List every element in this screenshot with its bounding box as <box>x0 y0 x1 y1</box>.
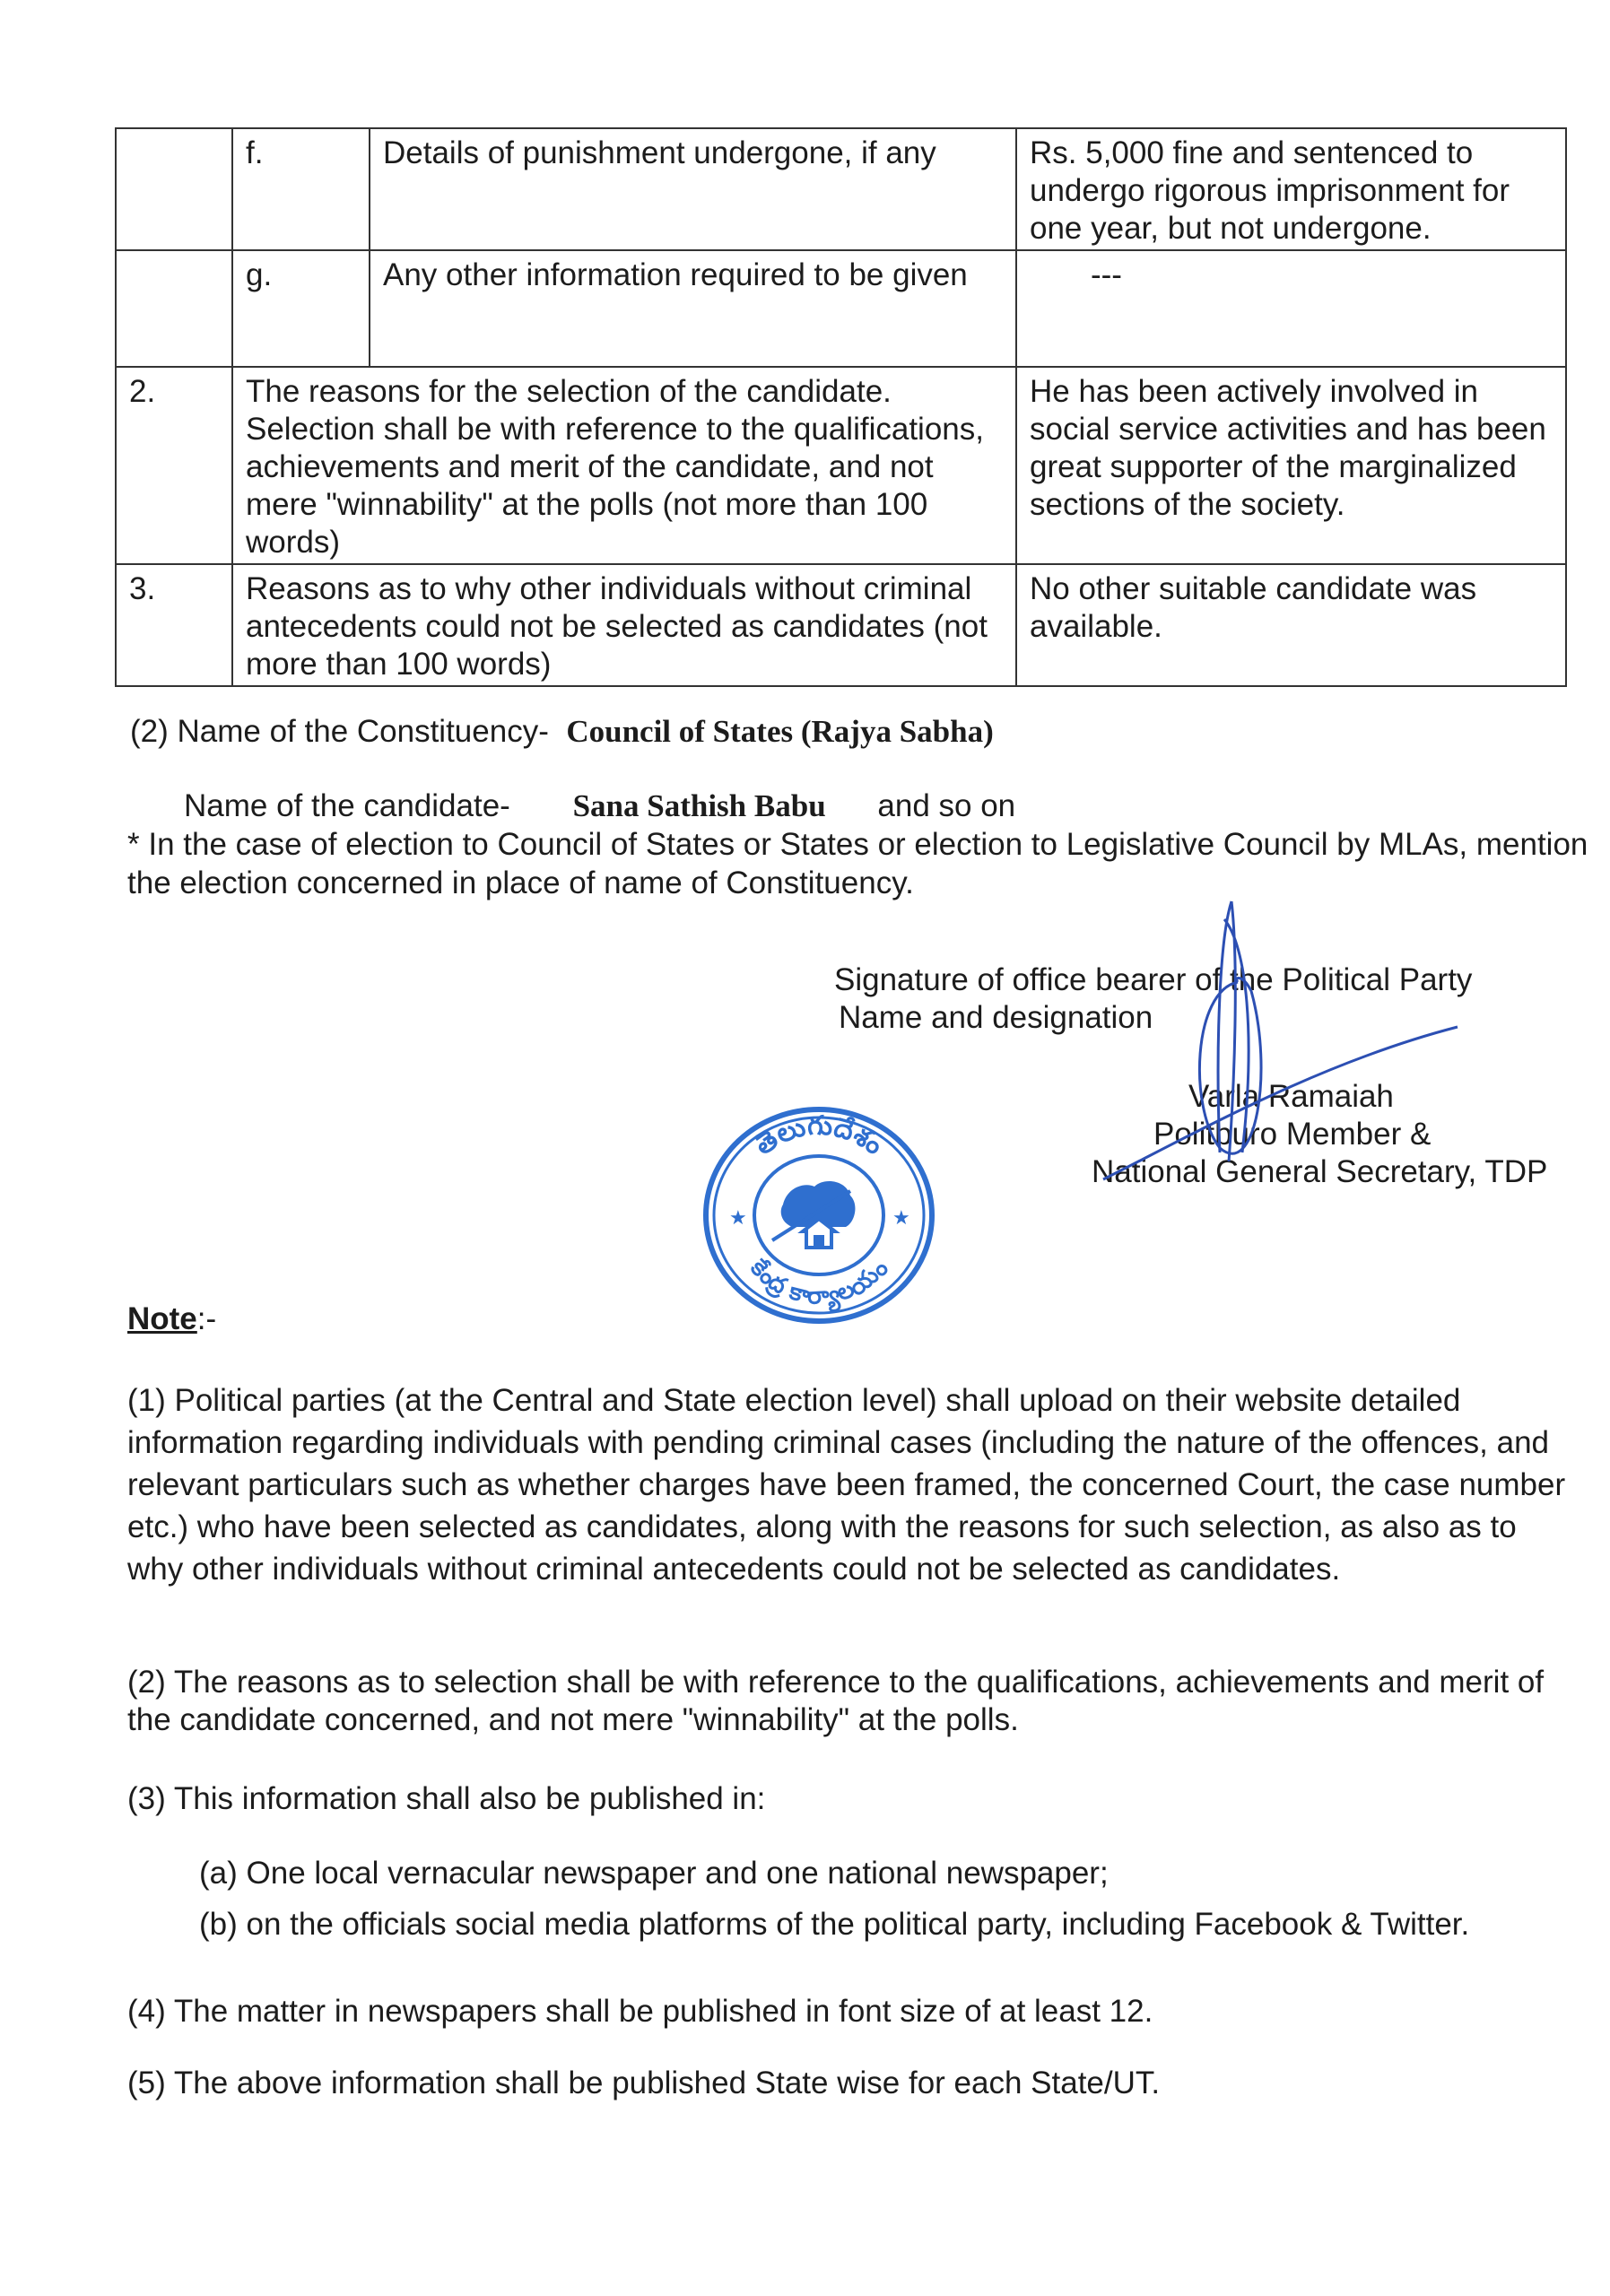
svg-text:కేంద్ర కార్యాలయం: కేంద్ర కార్యాలయం <box>744 1254 894 1310</box>
note-title: Note <box>127 1301 197 1336</box>
note-heading <box>127 1300 216 1338</box>
candidate-line <box>184 787 1015 825</box>
note-item-4: (4) The matter in newspapers shall be published in font size of at least 12. <box>127 1994 1153 2029</box>
empty-value-dashes: --- <box>1091 257 1122 292</box>
table-row <box>116 564 1566 686</box>
note-item-3: (3) This information shall also be published in: <box>127 1781 766 1816</box>
row-subnumber: f. <box>232 128 370 250</box>
table-row <box>116 367 1566 564</box>
footnote: * In the case of election to Council of States or States or election to Legislative Council by MLAs, mention the election concerned in place of name of Constituency. <box>127 827 1588 900</box>
candidate-info-table <box>115 127 1567 687</box>
row-value: Rs. 5,000 fine and sentenced to undergo rigorous imprisonment for one year, but not undergone. <box>1016 128 1566 250</box>
signatory-title-1: Politburo Member & <box>1153 1117 1432 1152</box>
note-subitem-a: (a) One local vernacular newspaper and one national newspaper; <box>199 1856 1109 1891</box>
constituency-value: Council of States (Rajya Sabha) <box>566 714 994 749</box>
svg-text:★: ★ <box>729 1206 747 1229</box>
note-subitem-b: (b) on the officials social media platforms of the political party, including Facebook & Twitter. <box>199 1907 1470 1942</box>
party-stamp-icon <box>702 1106 936 1326</box>
row-value <box>1016 250 1566 367</box>
constituency-label: (2) Name of the Constituency- <box>130 714 549 749</box>
note-item-1: (1) Political parties (at the Central and State election level) shall upload on their website detailed information regarding individuals with pending criminal cases (including the nature of the offences, and relevant particulars such as whether charges have been framed, the concerned Court, the case number etc.) who have been selected as candidates, along with the reasons for such selection, as also as to why other individuals without criminal antecedents could not be selected as candidates. <box>127 1383 1566 1587</box>
row-label: Reasons as to why other individuals without criminal antecedents could not be selected as candidates (not more than 100 words) <box>232 564 1016 686</box>
row-number: 2. <box>116 367 232 564</box>
row-subnumber: g. <box>232 250 370 367</box>
signatory-name: Varla Ramaiah <box>1188 1079 1394 1114</box>
svg-text:తెలుగుదేశం: తెలుగుదేశం <box>749 1109 889 1162</box>
name-designation-label: Name and designation <box>839 1000 1153 1035</box>
constituency-line <box>130 713 994 751</box>
candidate-name: Sana Sathish Babu <box>572 788 826 823</box>
table-row <box>116 250 1566 367</box>
row-value: He has been actively involved in social service activities and has been great supporter of the marginalized sections of the society. <box>1016 367 1566 564</box>
row-number <box>116 128 232 250</box>
row-label: Any other information required to be given <box>370 250 1016 367</box>
row-label: The reasons for the selection of the candidate. Selection shall be with reference to the qualifications, achievements and merit of the candidate, and not mere "winnability" at the polls (not more than 100 words) <box>232 367 1016 564</box>
row-value: No other suitable candidate was available. <box>1016 564 1566 686</box>
table-row <box>116 128 1566 250</box>
candidate-suffix: and so on <box>877 788 1016 823</box>
row-number <box>116 250 232 367</box>
signatory-title-2: National General Secretary, TDP <box>1092 1154 1548 1189</box>
svg-text:★: ★ <box>892 1206 910 1229</box>
note-title-suffix: :- <box>196 1301 217 1336</box>
row-number: 3. <box>116 564 232 686</box>
candidate-label: Name of the candidate- <box>184 788 510 823</box>
note-item-2: (2) The reasons as to selection shall be with reference to the qualifications, achievements and merit of the candidate concerned, and not mere "winnability" at the polls. <box>127 1665 1545 1737</box>
row-label: Details of punishment undergone, if any <box>370 128 1016 250</box>
note-item-5: (5) The above information shall be published State wise for each State/UT. <box>127 2066 1161 2100</box>
signature-label: Signature of office bearer of the Political Party <box>834 962 1473 997</box>
